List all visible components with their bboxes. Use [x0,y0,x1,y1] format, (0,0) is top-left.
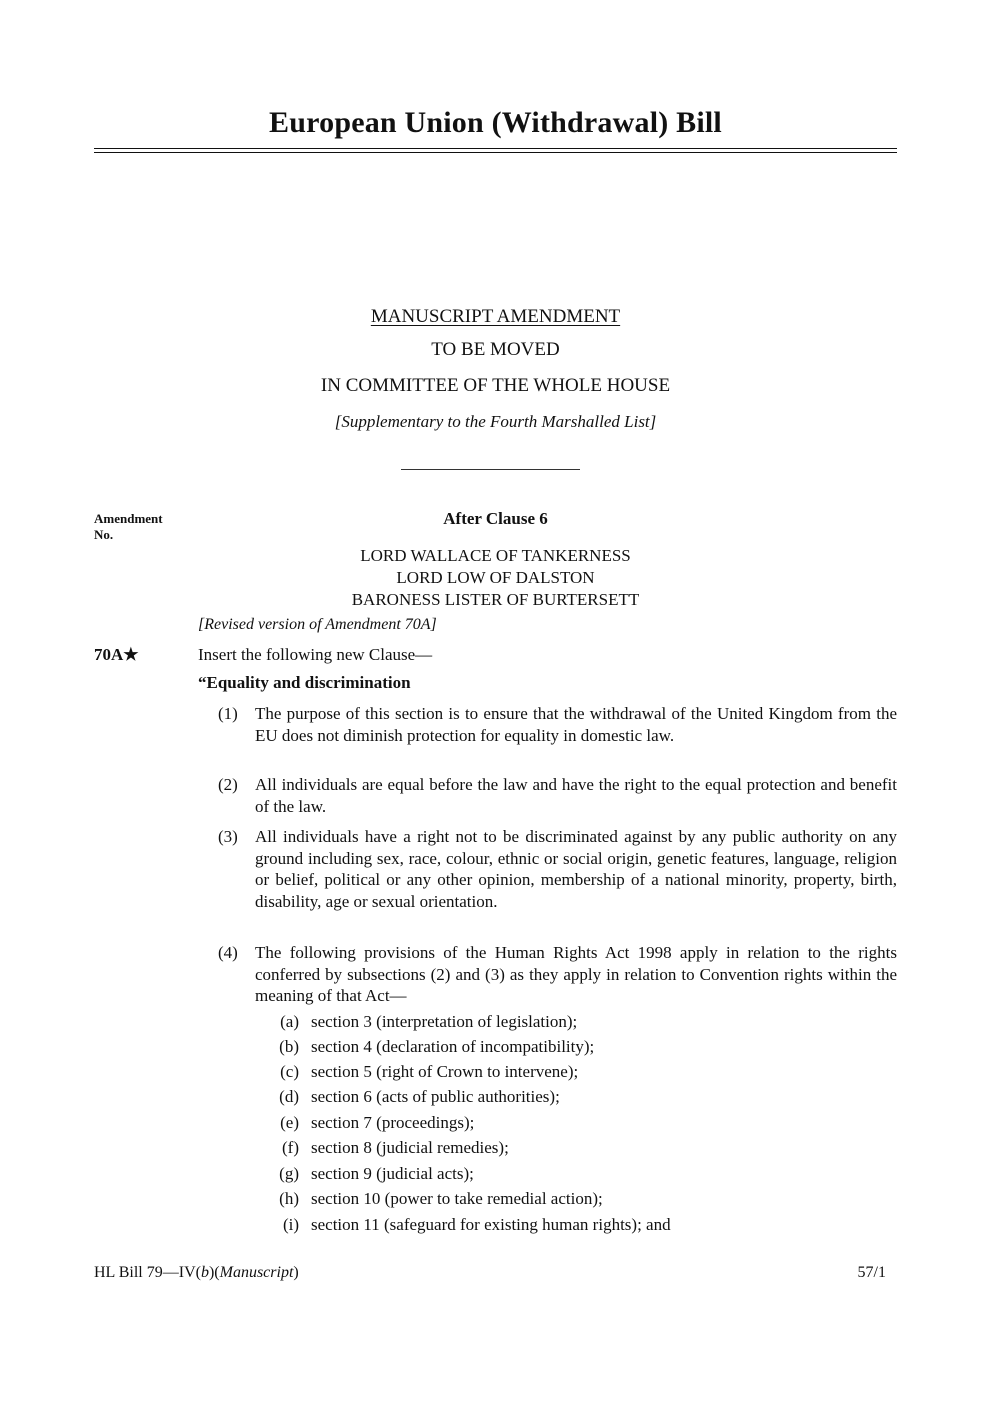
mover-name: LORD LOW OF DALSTON [396,568,595,587]
section-divider [401,469,580,470]
subparagraph-letter: (b) [279,1037,299,1056]
subparagraph-letter: (a) [280,1012,299,1031]
subparagraph-text: section 10 (power to take remedial action); [311,1189,603,1208]
intro-heading [0,306,991,328]
subparagraph-text: section 6 (acts of public authorities); [311,1087,560,1106]
subparagraph-text: section 11 (safeguard for existing human rights); and [311,1215,671,1234]
subparagraph [270,1214,897,1236]
paragraph-text: All individuals are equal before the law and have the right to the equal protection and benefit of the law. [255,775,897,816]
bill-ref-prefix: HL Bill 79—IV( [94,1264,201,1281]
subparagraph-letter: (c) [280,1062,299,1081]
supplementary-note: [Supplementary to the Fourth Marshalled List] [334,412,657,431]
bill-ref-b: b [200,1264,209,1281]
paragraph-number: (1) [218,704,238,723]
clause-paragraph [198,942,897,1007]
committee-line: IN COMMITTEE OF THE WHOLE HOUSE [320,375,671,396]
subparagraph-letter: (h) [279,1189,299,1208]
subparagraph-letter: (i) [282,1215,299,1234]
subparagraph-text: section 4 (declaration of incompatibility); [311,1037,595,1056]
paragraph-number: (4) [218,943,238,962]
bill-ref-mid: )( [208,1264,220,1281]
clause-paragraph [198,826,897,912]
to-be-moved: TO BE MOVED [431,339,560,360]
paragraph-text: The purpose of this section is to ensure that the withdrawal of the United Kingdom from the EU does not diminish protection for equality in domestic law. [255,704,897,745]
clause-paragraph [198,774,897,817]
subparagraph-text: section 9 (judicial acts); [311,1164,474,1183]
page-reference: 57/1 [857,1264,886,1281]
subparagraph [270,1163,897,1185]
movers-list [0,545,991,611]
column-label-line1: Amendment [94,511,163,526]
amendment-number: 70A★ [94,645,139,664]
revised-note: [Revised version of Amendment 70A] [198,616,437,633]
subparagraph-letter: (g) [279,1164,299,1183]
subparagraph-letter: (e) [280,1113,299,1132]
subparagraph-text: section 7 (proceedings); [311,1113,475,1132]
paragraph-number: (3) [218,827,238,846]
paragraph-text: The following provisions of the Human Rights Act 1998 apply in relation to the rights conferred by subsections (2) and (3) as they apply in relation to Convention rights within the meaning of that Act— [255,943,897,1005]
bill-title: European Union (Withdrawal) Bill [269,106,722,139]
bill-ref-suffix: ) [293,1264,299,1281]
title-rule-top [94,148,897,149]
paragraph-number: (2) [218,775,238,794]
insert-instruction: Insert the following new Clause— [198,645,433,664]
title-rule-bottom [94,152,897,153]
subparagraph [270,1036,897,1058]
bill-ref-manuscript: Manuscript [219,1264,294,1281]
new-clause-heading: “Equality and discrimination [198,673,411,692]
subparagraph [270,1061,897,1083]
manuscript-amendment-heading: MANUSCRIPT AMENDMENT [370,306,621,327]
subparagraph-text: section 8 (judicial remedies); [311,1138,509,1157]
subparagraph [270,1112,897,1134]
subparagraph-text: section 5 (right of Crown to intervene); [311,1062,579,1081]
subparagraph [270,1086,897,1108]
subparagraph-letter: (f) [282,1138,299,1157]
subparagraph [270,1188,897,1210]
column-label-line2: No. [94,527,114,542]
bill-reference [94,1264,299,1282]
subparagraph-letter: (d) [279,1087,299,1106]
clause-paragraph [198,703,897,746]
mover-name: LORD WALLACE OF TANKERNESS [360,546,631,565]
subparagraph [270,1011,897,1033]
paragraph-text: All individuals have a right not to be discriminated against by any public authority on any ground including sex, race, colour, ethnic or social origin, genetic features, language, religion or belief, political or any other opinion, membership of a national minority, property, birth, disability, age or sexual orientation. [255,827,897,911]
mover-name: BARONESS LISTER OF BURTERSETT [351,590,640,609]
subparagraph [270,1137,897,1159]
subparagraph-text: section 3 (interpretation of legislation); [311,1012,578,1031]
clause-position: After Clause 6 [443,509,548,528]
